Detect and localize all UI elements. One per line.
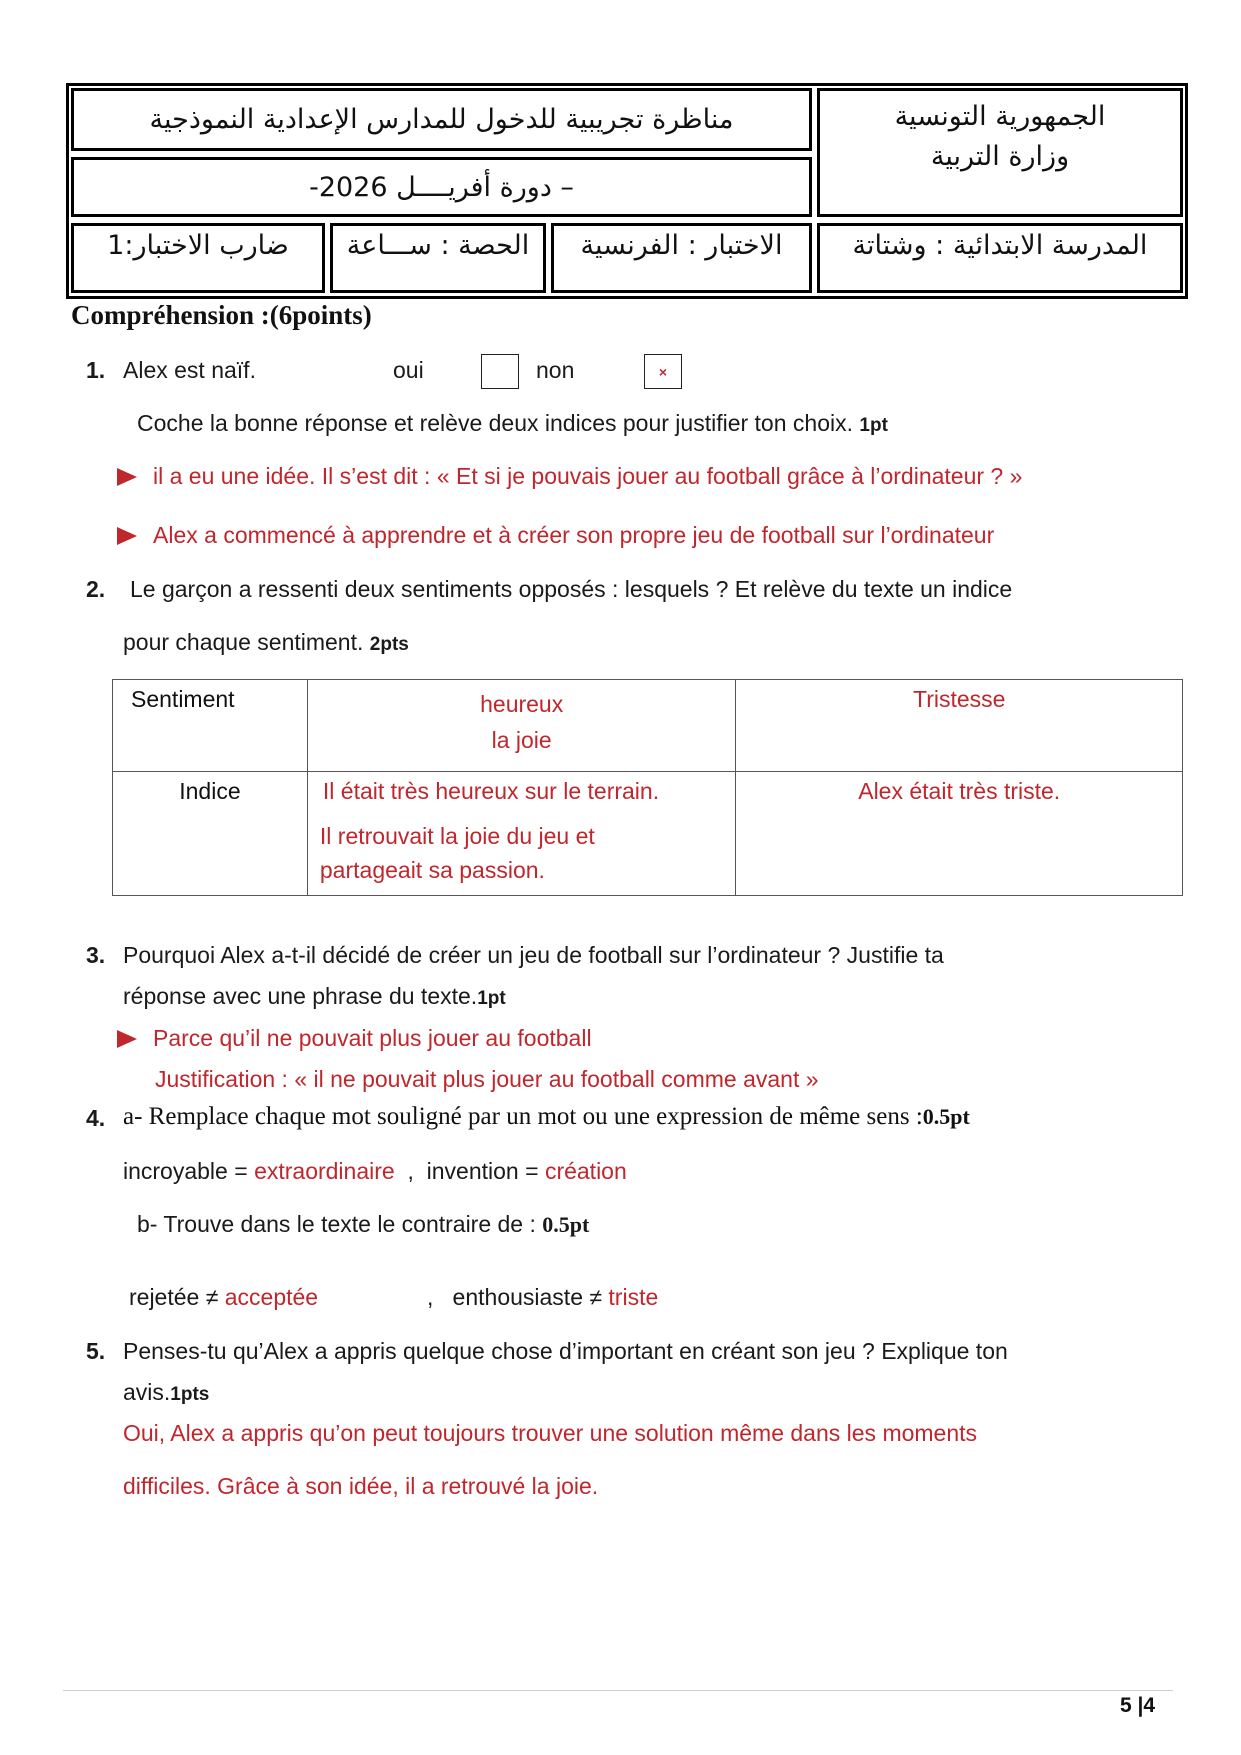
subject-cell bbox=[551, 223, 812, 293]
session-cell bbox=[71, 157, 812, 217]
q4-number: 4. bbox=[86, 1105, 106, 1131]
school-cell bbox=[817, 223, 1183, 293]
q4-b-points: 0.5pt bbox=[542, 1212, 590, 1237]
arrow-bullet-icon bbox=[117, 468, 137, 486]
q2-points: 2pts bbox=[369, 634, 409, 655]
q3-justification: Justification : « il ne pouvait plus jouer au football comme avant » bbox=[155, 1066, 819, 1092]
q4-b-answers: rejetée ≠ acceptée bbox=[129, 1284, 319, 1310]
q4-a-instruction: a- Remplace chaque mot souligné par un mot ou une expression de même sens :0.5pt bbox=[123, 1103, 970, 1130]
q4-answer-4: triste bbox=[608, 1284, 659, 1310]
republic-label: الجمهورية التونسية bbox=[894, 101, 1106, 132]
ministry-cell bbox=[817, 88, 1183, 217]
indice-1: Il était très heureux sur le terrain. Il retrouvait la joie du jeu et partageait sa passion. bbox=[307, 772, 736, 896]
q4-answer-1: extraordinaire bbox=[254, 1158, 395, 1184]
duration-label: الحصة : ســـاعة bbox=[346, 230, 530, 261]
contest-title: مناظرة تجريبية للدخول للمدارس الإعدادية النموذجية bbox=[149, 104, 734, 135]
q3-answer: Parce qu’il ne pouvait plus jouer au football bbox=[153, 1025, 592, 1051]
subject-label: الاختبار : الفرنسية bbox=[580, 230, 783, 261]
q5-line1: Penses-tu qu’Alex a appris quelque chose d’important en créant son jeu ? Explique ton bbox=[123, 1338, 1008, 1364]
q4-a-answers: incroyable = extraordinaire , invention = création bbox=[123, 1158, 627, 1184]
q4-a-points: 0.5pt bbox=[922, 1104, 970, 1129]
check-mark-icon: × bbox=[658, 363, 668, 380]
q1-yes-checkbox[interactable] bbox=[481, 354, 519, 389]
q5-line2: avis.1pts bbox=[123, 1379, 210, 1405]
q1-answer-1: il a eu une idée. Il s’est dit : « Et si je pouvais jouer au football grâce à l’ordinateur ? » bbox=[153, 463, 1023, 489]
q1-instruction: Coche la bonne réponse et relève deux indices pour justifier ton choix. 1pt bbox=[137, 410, 888, 436]
q4-b-instruction: b- Trouve dans le texte le contraire de : 0.5pt bbox=[137, 1211, 590, 1237]
coefficient-cell bbox=[71, 223, 325, 293]
q3-points: 1pt bbox=[477, 988, 506, 1009]
q4-b-answers-2: , enthousiaste ≠ triste bbox=[427, 1284, 659, 1310]
q1-answer-2: Alex a commencé à apprendre et à créer son propre jeu de football sur l’ordinateur bbox=[153, 522, 995, 548]
q1-text: Alex est naïf. bbox=[123, 357, 256, 383]
q2-number: 2. bbox=[86, 576, 106, 602]
q1-number: 1. bbox=[86, 357, 106, 383]
q3-line1: Pourquoi Alex a-t-il décidé de créer un jeu de football sur l’ordinateur ? Justifie ta bbox=[123, 942, 944, 968]
ministry-label: وزارة التربية bbox=[930, 141, 1070, 172]
q5-points: 1pts bbox=[170, 1384, 210, 1405]
q2-line2: pour chaque sentiment. 2pts bbox=[123, 629, 409, 655]
q1-no-checkbox[interactable] bbox=[644, 354, 682, 389]
session-label: – دورة أفريــــل 2026- bbox=[309, 171, 574, 203]
section-title: Compréhension :(6points) bbox=[71, 300, 372, 330]
q4-answer-3: acceptée bbox=[224, 1284, 319, 1310]
arrow-bullet-icon bbox=[117, 1030, 137, 1048]
q4-answer-2: création bbox=[544, 1158, 627, 1184]
sentiment-1: heureux la joie bbox=[307, 680, 736, 772]
sentiment-table bbox=[112, 679, 1183, 896]
q3-number: 3. bbox=[86, 942, 106, 968]
sentiment-2: Tristesse bbox=[736, 680, 1183, 772]
q1-option-yes: oui bbox=[393, 357, 424, 383]
indice-2: Alex était très triste. bbox=[736, 772, 1183, 896]
duration-cell bbox=[330, 223, 546, 293]
footer-divider bbox=[63, 1690, 1173, 1691]
q1-points: 1pt bbox=[859, 415, 888, 436]
q5-number: 5. bbox=[86, 1338, 106, 1364]
row-label-sentiment: Sentiment bbox=[113, 680, 308, 772]
q3-line2: réponse avec une phrase du texte.1pt bbox=[123, 983, 506, 1009]
q5-answer-line1: Oui, Alex a appris qu’on peut toujours trouver une solution même dans les moments bbox=[123, 1420, 978, 1446]
q1-option-no: non bbox=[536, 357, 575, 383]
coefficient-label: ضارب الاختبار:1 bbox=[107, 230, 289, 261]
school-label: المدرسة الابتدائية : وشتاتة bbox=[852, 230, 1148, 261]
q2-line1: Le garçon a ressenti deux sentiments opposés : lesquels ? Et relève du texte un indice bbox=[130, 576, 1013, 602]
page-number: 5 |4 bbox=[1120, 1694, 1156, 1717]
q5-answer-line2: difficiles. Grâce à son idée, il a retrouvé la joie. bbox=[123, 1473, 599, 1499]
contest-title-cell bbox=[71, 88, 812, 151]
row-label-indice: Indice bbox=[113, 772, 308, 896]
arrow-bullet-icon bbox=[117, 527, 137, 545]
